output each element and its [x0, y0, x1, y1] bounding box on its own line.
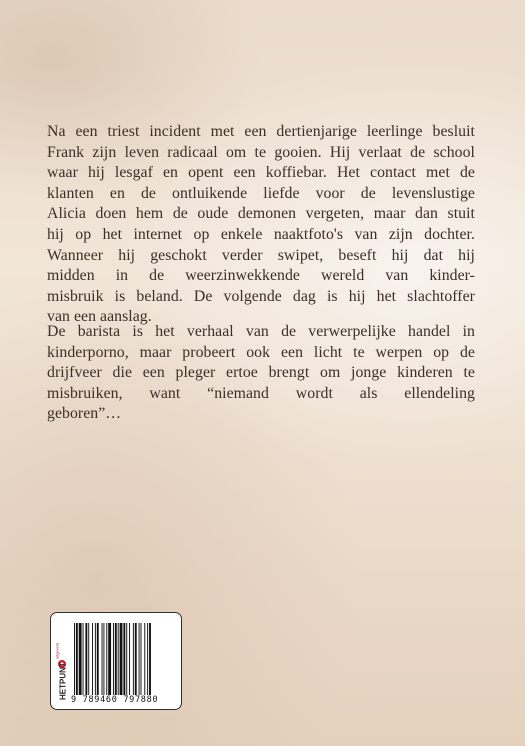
barcode-bar [79, 623, 82, 695]
publisher-name-text: HETPUNT [58, 662, 68, 700]
barcode-bar [97, 623, 99, 695]
barcode-bar [141, 623, 142, 695]
barcode-bar [106, 623, 107, 695]
blurb-paragraph-1 [47, 122, 475, 328]
barcode-bar [144, 623, 145, 695]
barcode-bar [118, 623, 119, 695]
isbn-barcode-label [50, 612, 182, 710]
blurb-line: geboren”… [47, 405, 122, 423]
barcode-bar [103, 623, 104, 695]
publisher-small-text: uitgeverij [54, 642, 60, 659]
blurb-line: misbruiken, want “niemand wordt als ellendeling [47, 384, 475, 402]
barcode-bar [133, 623, 134, 695]
barcode-bar [92, 623, 93, 695]
blurb-line: misbruik is beland. De volgende dag is hij het slachtoffer [47, 287, 475, 305]
blurb-line: klanten en de ontluikende liefde voor de levenslustige [47, 184, 475, 202]
isbn-digits: 9 789460 797880 [71, 695, 159, 705]
barcode-bar [102, 623, 103, 695]
blurb-line: De barista is het verhaal van de verwerpelijke handel in [47, 323, 475, 340]
barcode-bar [115, 623, 117, 695]
blurb-line: kinderporno, maar probeert ook een licht te werpen op de [47, 343, 475, 361]
barcode-bar [108, 623, 111, 695]
blurb-line: Na een triest incident met een dertienjarige leerlinge besluit [47, 123, 475, 140]
barcode-bar [147, 623, 148, 695]
blurb-line: drijfveer die een pleger ertoe brengt om jonge kinderen te [47, 364, 475, 382]
blurb-line: waar hij lesgaf en opent een koffiebar. Het contact met de [47, 164, 475, 182]
blurb-line: Wanneer hij geschokt verder swipet, beseft hij dat hij [47, 246, 475, 264]
barcode-bar [88, 623, 89, 695]
barcode-bar [135, 623, 137, 695]
barcode-bar [85, 623, 87, 695]
barcode-bar [123, 623, 125, 695]
blurb-line: Alicia doen hem de oude demonen vergeten, maar dan stuit [47, 205, 475, 223]
blurb-line: hij op het internet op enkele naaktfoto's van zijn dochter. [47, 225, 475, 243]
barcode-bar [74, 623, 75, 695]
blurb-paragraph-2 [47, 322, 475, 425]
barcode-bar [139, 623, 140, 695]
blurb-line: van een aanslag. [47, 308, 152, 326]
barcode-bar [120, 623, 123, 695]
barcode-bar [83, 623, 84, 695]
publisher-logo [54, 623, 68, 703]
barcode-bar [95, 623, 96, 695]
barcode-bars [73, 623, 177, 697]
barcode-bar [113, 623, 114, 695]
barcode-bar [76, 623, 78, 695]
barcode-bar [126, 623, 127, 695]
blurb-line: midden in de weerzinwekkende wereld van kinder- [47, 267, 475, 285]
barcode-bar [149, 623, 151, 695]
barcode-bar [129, 623, 130, 695]
blurb-line: Frank zijn leven radicaal om te gooien. Hij verlaat de school [47, 143, 475, 161]
